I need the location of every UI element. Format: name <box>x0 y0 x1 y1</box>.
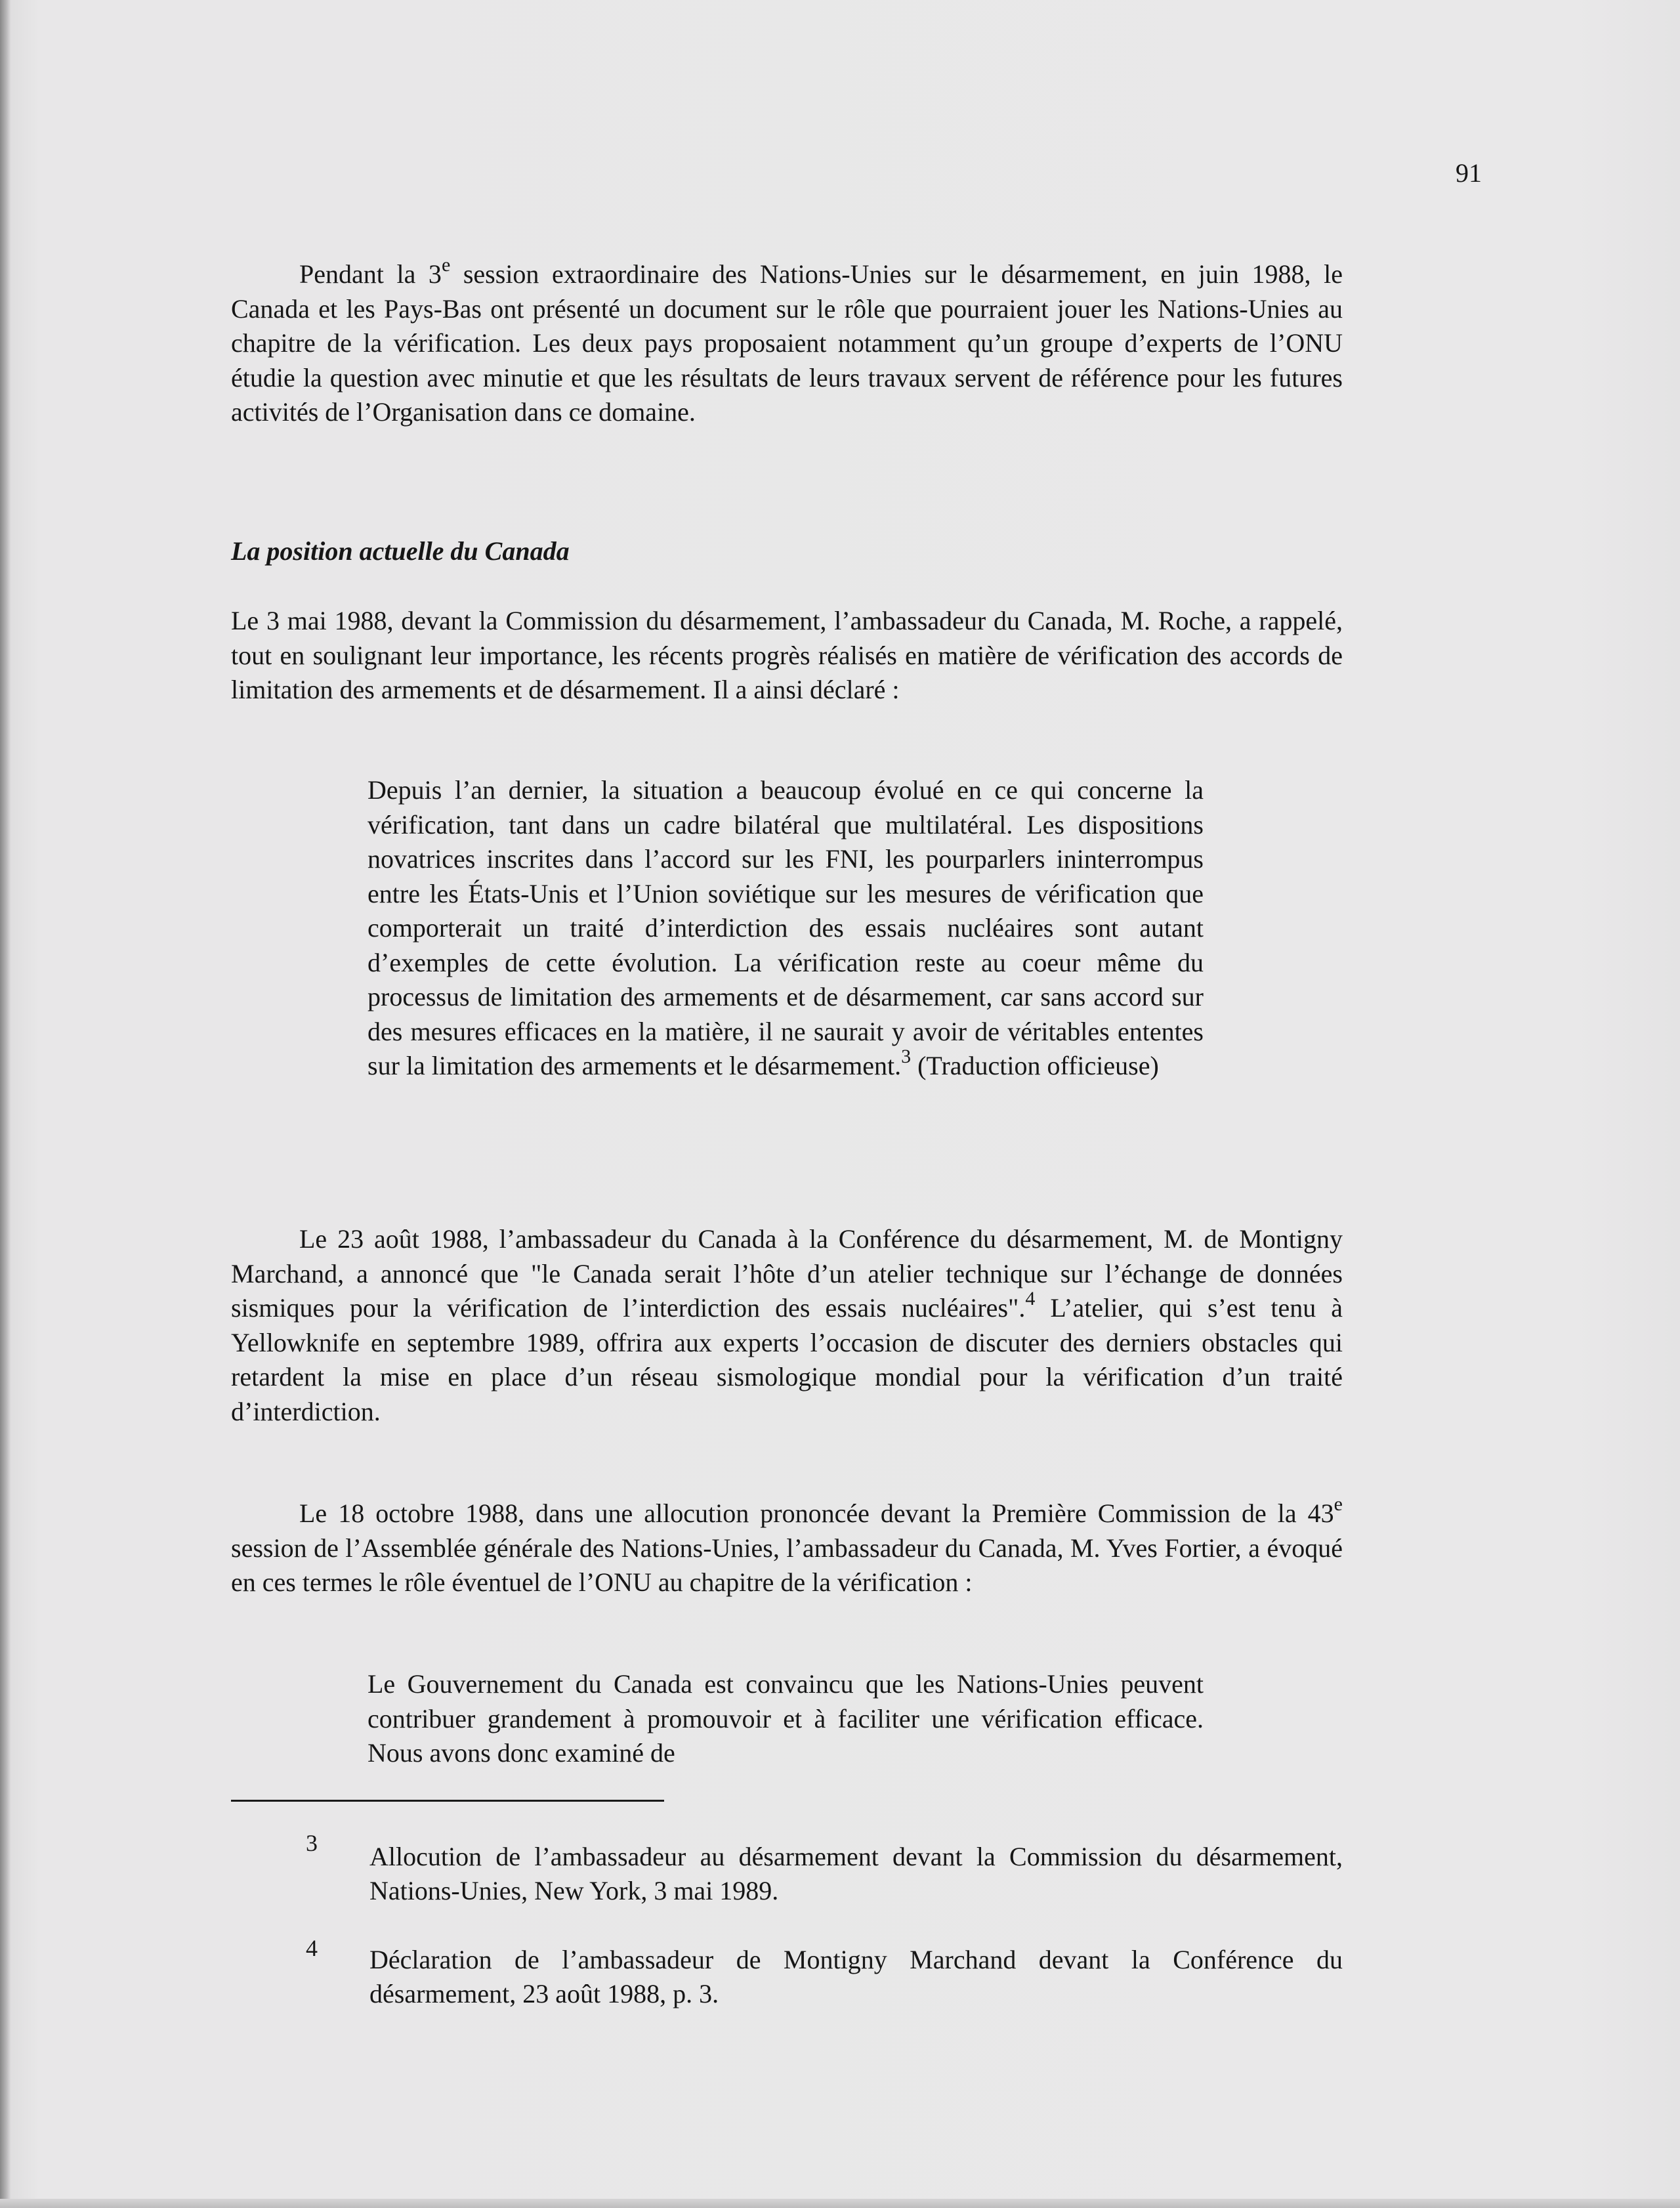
paragraph-text: Le 3 mai 1988, devant la Commission du désarmement, l’ambassadeur du Canada, M. Roche, a rappelé, tout en soulignant leur importance, les récents progrès réalisés en matière de vérification des accords de limitation des armements et de désarmement. Il a ainsi déclaré : <box>231 606 1343 704</box>
footnote-number: 3 <box>306 1830 318 1856</box>
footnote-text: Allocution de l’ambassadeur au désarmement devant la Commission du désarmement, Nations-Unies, New York, 3 mai 1989. <box>369 1842 1343 1905</box>
block-quote-fortier <box>368 1667 1204 1771</box>
superscript: e <box>441 253 451 276</box>
paragraph-fortier <box>231 1493 1343 1600</box>
page-number: 91 <box>1456 158 1482 188</box>
page-binding-edge <box>0 0 10 2208</box>
superscript: e <box>1334 1493 1343 1515</box>
footnote-ref-3: 3 <box>901 1045 912 1067</box>
footnote-text: Déclaration de l’ambassadeur de Montigny Marchand devant la Conférence du désarmement, 23 août 1988, p. 3. <box>369 1945 1343 2008</box>
paragraph-marchand <box>231 1222 1343 1429</box>
paragraph-text: Le 18 octobre 1988, dans une allocution prononcée devant la Première Commission de la 43 <box>299 1498 1334 1528</box>
footnote-ref-4: 4 <box>1025 1287 1036 1309</box>
paragraph-un-session <box>231 253 1343 430</box>
paragraph-text: Le 23 août 1988, l’ambassadeur du Canada à la Conférence du désarmement, M. de Montigny Marchand, a annoncé que "le Canada serait l’hôte d’un atelier technique sur l’échange de données sismiques pour la vérification de l’interdiction des essais nucléaires". <box>231 1224 1343 1323</box>
footnote-number: 4 <box>306 1935 318 1961</box>
quote-text: (Traduction officieuse) <box>911 1051 1159 1080</box>
paragraph-roche <box>231 604 1343 708</box>
section-heading: La position actuelle du Canada <box>231 536 570 566</box>
paragraph-text: session extraordinaire des Nations-Unies sur le désarmement, en juin 1988, le Canada et les Pays-Bas ont présenté un document sur le rôle que pourraient jouer les Nations-Unies au chapitre de la vérification. Les deux pays proposaient notamment qu’un groupe d’experts de l’ONU étudie la question avec minutie et que les résultats de leurs travaux servent de référence pour les futures activités de l’Organisation dans ce domaine. <box>231 259 1343 427</box>
block-quote-roche <box>368 773 1204 1084</box>
paragraph-text: Pendant la 3 <box>299 259 442 289</box>
quote-text: Le Gouvernement du Canada est convaincu que les Nations-Unies peuvent contribuer grandement à promouvoir et à faciliter une vérification efficace. Nous avons donc examiné de <box>368 1669 1204 1768</box>
paragraph-text: L’atelier, qui s’est tenu à Yellowknife en septembre 1989, offrira aux experts l’occasion de discuter des derniers obstacles qui retardent la mise en place d’un réseau sismologique mondial pour la vérification d’un traité d’interdiction. <box>231 1293 1343 1426</box>
footnote-separator <box>231 1800 664 1802</box>
page-bottom-edge <box>0 2199 1680 2208</box>
quote-text: Depuis l’an dernier, la situation a beaucoup évolué en ce qui concerne la vérification, tant dans un cadre bilatéral que multilatéral. Les dispositions novatrices inscrites dans l’accord sur les FNI, les pourparlers ininterrompus entre les États-Unis et l’Union soviétique sur les mesures de vérification que comporterait un traité d’interdiction des essais nucléaires sont autant d’exemples de cette évolution. La vérification reste au coeur même du processus de limitation des armements et de désarmement, car sans accord sur des mesures efficaces en la matière, il ne saurait y avoir de véritables ententes sur la limitation des armements et le désarmement. <box>368 775 1204 1080</box>
paragraph-text: session de l’Assemblée générale des Nations-Unies, l’ambassadeur du Canada, M. Yves Fortier, a évoqué en ces termes le rôle éventuel de l’ONU au chapitre de la vérification : <box>231 1533 1343 1597</box>
